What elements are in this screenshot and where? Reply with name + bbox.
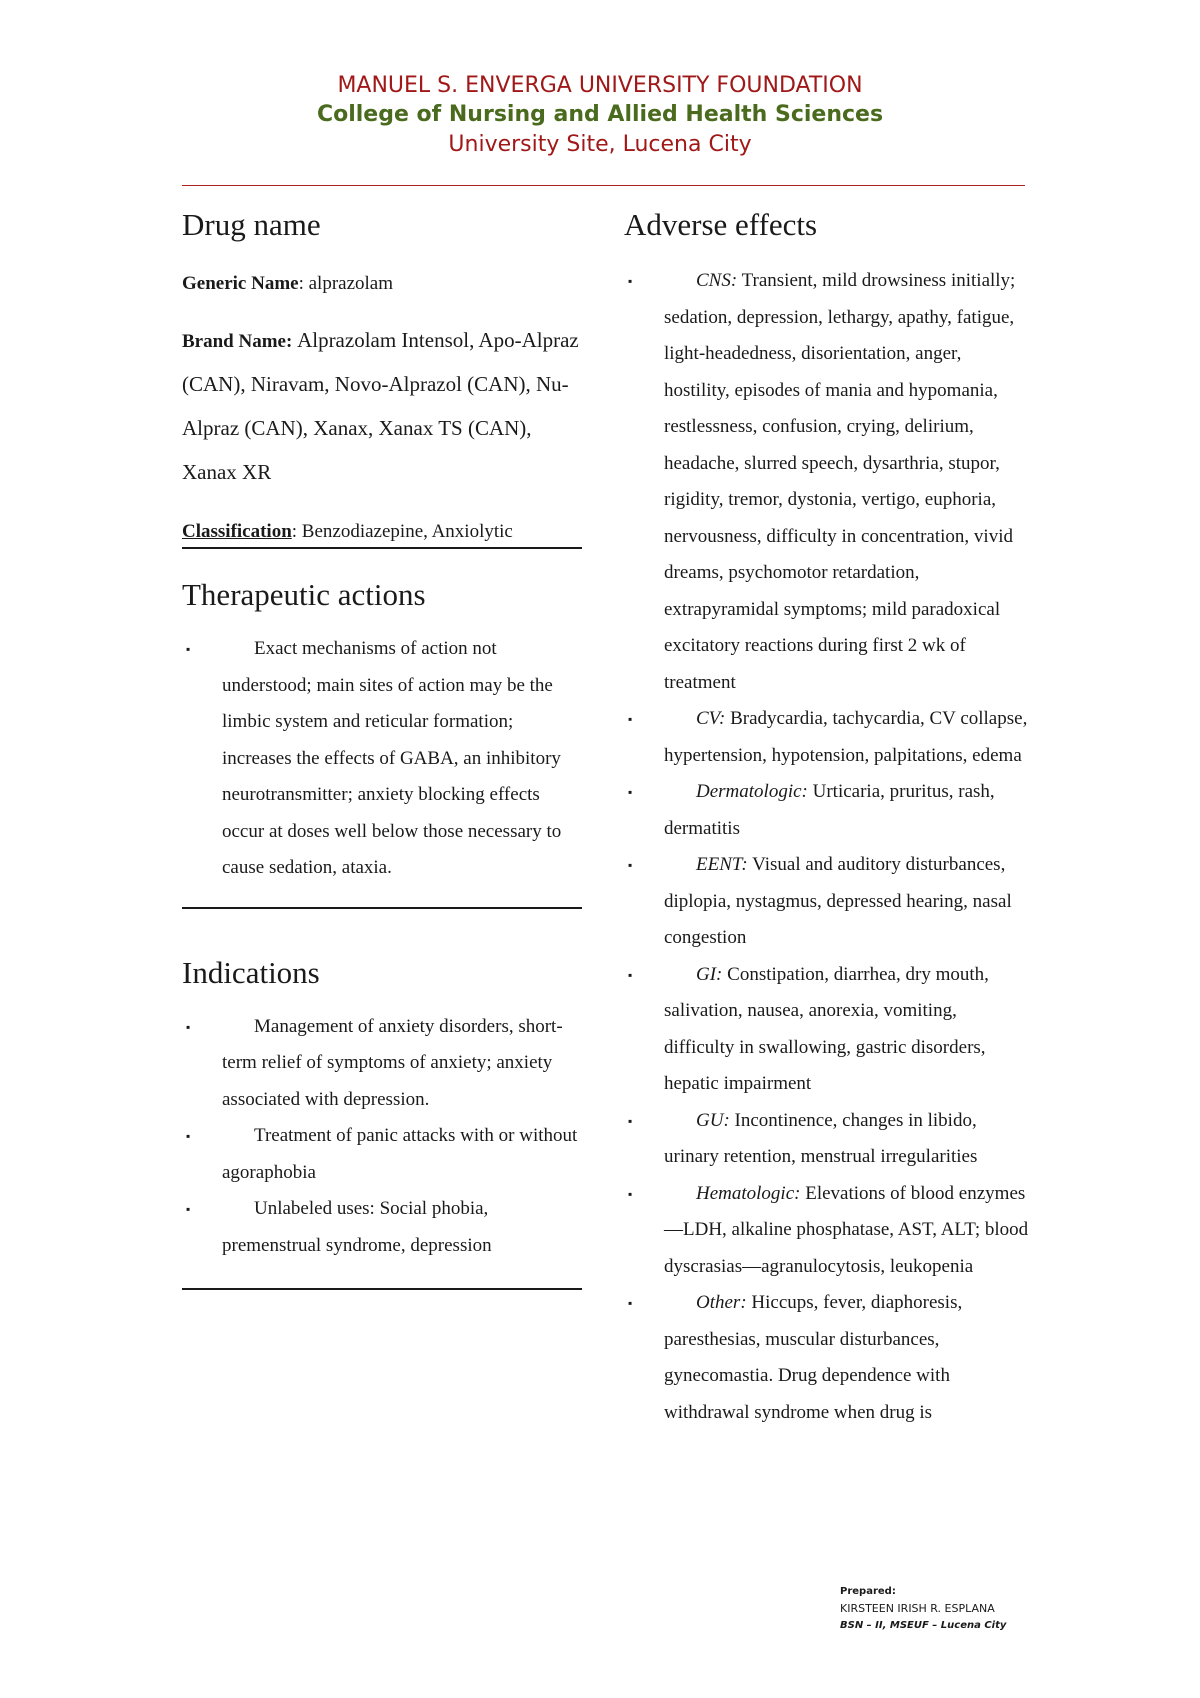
list-item: ▪ Treatment of panic attacks with or without agoraphobia <box>182 1118 582 1191</box>
list-item: ▪ Dermatologic: Urticaria, pruritus, rash, dermatitis <box>624 774 1029 847</box>
brand-name-label: Brand Name: <box>182 331 293 352</box>
preparer-details: BSN – II, MSEUF – Lucena City <box>840 1620 1007 1631</box>
document-header <box>0 72 1200 160</box>
bullet-icon: ▪ <box>628 967 633 982</box>
header-divider <box>182 185 1025 186</box>
bullet-icon: ▪ <box>628 858 633 872</box>
drug-name-heading: Drug name <box>182 207 321 242</box>
right-column <box>624 205 1029 1431</box>
list-item: ▪ Management of anxiety disorders, short-term relief of symptoms of anxiety; anxiety associated with depression. <box>182 1009 582 1119</box>
university-site: University Site, Lucena City <box>448 132 752 157</box>
bullet-icon: ▪ <box>628 1113 633 1128</box>
classification-value: : Benzodiazepine, Anxiolytic <box>291 521 513 542</box>
adverse-effects-list <box>624 263 1029 1431</box>
adverse-effects-heading: Adverse effects <box>624 207 818 242</box>
list-item: ▪ EENT: Visual and auditory disturbances, diplopia, nystagmus, depressed hearing, nasal congestion <box>624 847 1029 957</box>
bullet-icon: ▪ <box>186 1019 191 1034</box>
list-item: ▪ CNS: Transient, mild drowsiness initially; sedation, depression, lethargy, apathy, fatigue, light-headedness, disorientation, anger, hostility, episodes of mania and hypomania, restlessness, confusion, crying, delirium, headache, slurred speech, dysarthria, stupor, rigidity, tremor, dystonia, vertigo, euphoria, nervousness, difficulty in concentration, vivid dreams, psychomotor retardation, extrapyramidal symptoms; mild paradoxical excitatory reactions during first 2 wk of treatment <box>624 263 1029 701</box>
bullet-icon: ▪ <box>186 1129 191 1143</box>
university-name: MANUEL S. ENVERGA UNIVERSITY FOUNDATION <box>337 73 863 98</box>
list-item: ▪ Other: Hiccups, fever, diaphoresis, paresthesias, muscular disturbances, gynecomastia. Drug dependence with withdrawal syndrome when drug is <box>624 1285 1029 1431</box>
generic-name <box>182 263 582 305</box>
generic-name-value: : alprazolam <box>298 273 394 294</box>
list-item: ▪ CV: Bradycardia, tachycardia, CV collapse, hypertension, hypotension, palpitations, edema <box>624 701 1029 774</box>
section-divider <box>182 907 582 909</box>
brand-name-value: Alprazolam Intensol, Apo-Alpraz (CAN), Niravam, Novo-Alprazol (CAN), Nu-Alpraz (CAN), Xanax, Xanax TS (CAN), Xanax XR <box>182 328 579 484</box>
left-column <box>182 205 582 1290</box>
bullet-icon: ▪ <box>628 785 633 799</box>
list-item: ▪ GI: Constipation, diarrhea, dry mouth, salivation, nausea, anorexia, vomiting, difficulty in swallowing, gastric disorders, hepatic impairment <box>624 957 1029 1103</box>
bullet-icon: ▪ <box>186 1202 191 1216</box>
bullet-icon: ▪ <box>628 1186 633 1201</box>
list-item: ▪ GU: Incontinence, changes in libido, urinary retention, menstrual irregularities <box>624 1103 1029 1176</box>
prepared-by <box>840 1584 1006 1634</box>
college-name: College of Nursing and Allied Health Sciences <box>316 102 884 127</box>
brand-name <box>182 319 582 495</box>
classification-label: Classification <box>182 521 292 542</box>
generic-name-label: Generic Name <box>182 273 299 294</box>
therapeutic-actions-list <box>182 631 582 887</box>
preparer-name: KIRSTEEN IRISH R. ESPLANA <box>840 1602 995 1615</box>
list-item: ▪ Unlabeled uses: Social phobia, premenstrual syndrome, depression <box>182 1191 582 1264</box>
bullet-icon: ▪ <box>186 642 191 656</box>
bullet-icon: ▪ <box>628 274 633 288</box>
therapeutic-actions-heading: Therapeutic actions <box>182 577 426 612</box>
prepared-label: Prepared: <box>840 1586 896 1597</box>
indications-heading: Indications <box>182 954 320 990</box>
indications-list <box>182 1009 582 1265</box>
list-item: ▪ Exact mechanisms of action not understood; main sites of action may be the limbic system and reticular formation; increases the effects of GABA, an inhibitory neurotransmitter; anxiety blocking effects occur at doses well below those necessary to cause sedation, ataxia. <box>182 631 582 887</box>
bullet-icon: ▪ <box>628 1296 633 1310</box>
bullet-icon: ▪ <box>628 712 633 726</box>
classification <box>182 517 582 549</box>
section-divider <box>182 1288 582 1290</box>
list-item: ▪ Hematologic: Elevations of blood enzymes—LDH, alkaline phosphatase, AST, ALT; blood dyscrasias—agranulocytosis, leukopenia <box>624 1176 1029 1286</box>
